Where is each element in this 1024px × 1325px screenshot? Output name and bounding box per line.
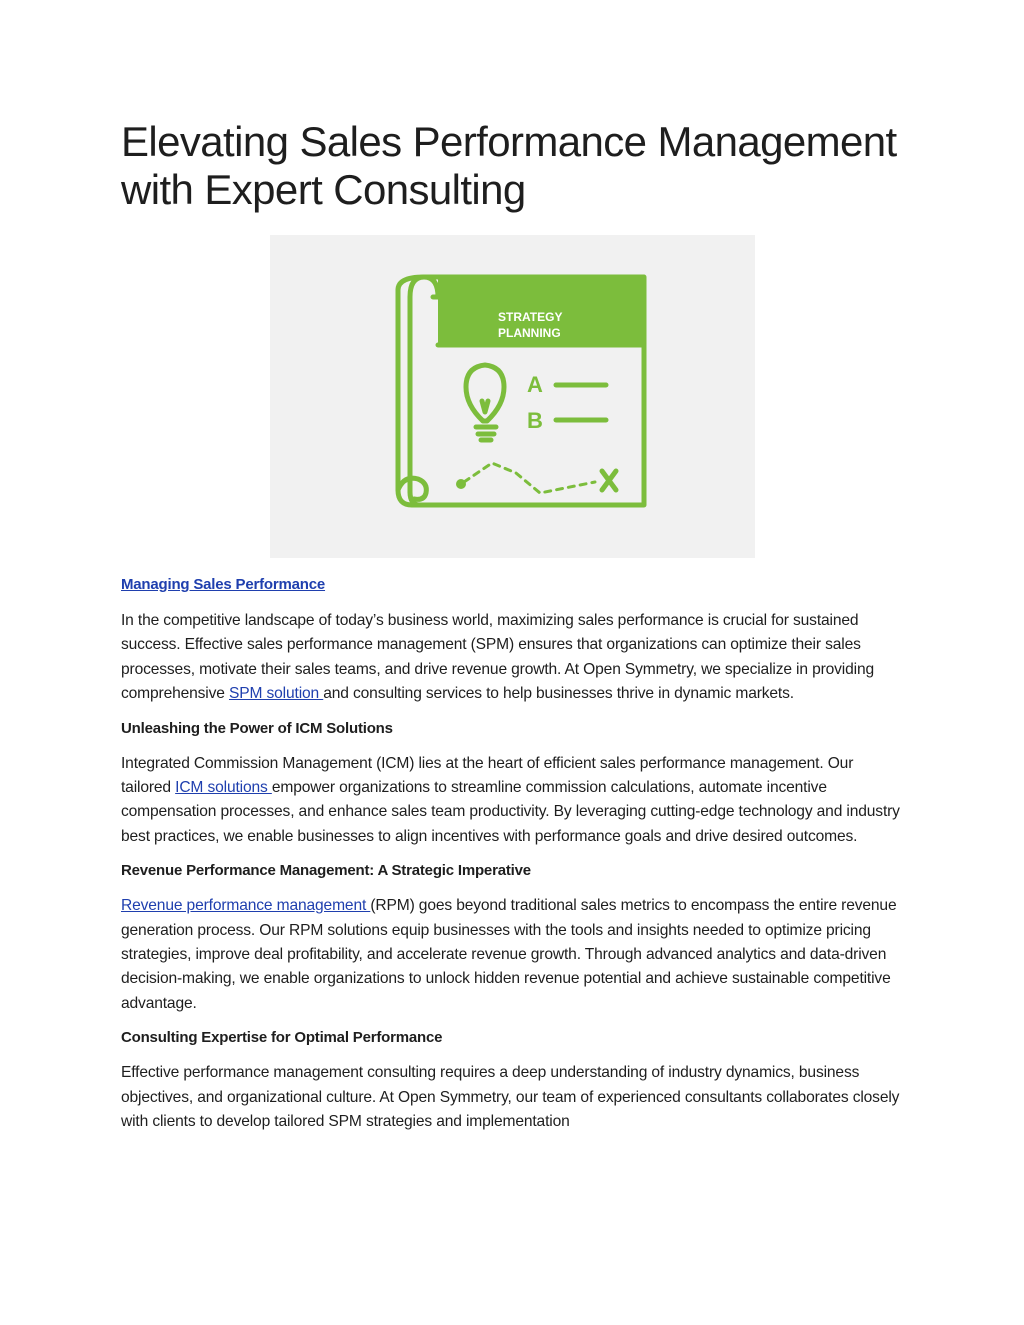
article-body xyxy=(121,575,906,1147)
paragraph-text: (RPM) goes beyond traditional sales metrics to encompass the entire revenue generation process. Our RPM solutions equip businesses with the tools and insights needed to optimize pricing strategies, improve deal profitability, and accelerate revenue growth. Through advanced analytics and data-driven decision-making, we enable organizations to unlock hidden revenue potential and achieve sustainable competitive advantage. xyxy=(121,897,897,1012)
paragraph-text: empower organizations to streamline commission calculations, automate incentive compensation processes, and enhance sales team productivity. By leveraging cutting-edge technology and industry best practices, we enable businesses to align incentives with performance goals and drive desired outcomes. xyxy=(121,779,900,845)
option-b-label: B xyxy=(527,408,543,433)
start-point-dot xyxy=(456,479,466,489)
option-a-label: A xyxy=(527,372,543,397)
banner-line-2: PLANNING xyxy=(498,326,561,340)
section-paragraph xyxy=(121,609,906,707)
strategy-planning-icon xyxy=(270,235,755,558)
spm-solution-link[interactable]: SPM solution xyxy=(228,685,324,703)
paragraph-text: Effective performance management consulting requires a deep understanding of industry dynamics, business objectives, and organizational culture. At Open Symmetry, our team of experienced consultants collaborates closely with clients to develop tailored SPM strategies and implementation xyxy=(121,1064,900,1131)
section-revenue-performance xyxy=(121,861,906,1016)
strategy-planning-image xyxy=(270,235,755,558)
section-paragraph xyxy=(121,752,906,850)
title-line-1: Elevating Sales Performance Management xyxy=(121,118,897,165)
section-heading-link[interactable]: Managing Sales Performance xyxy=(121,576,326,593)
section-heading: Unleashing the Power of ICM Solutions xyxy=(121,719,393,737)
section-heading: Revenue Performance Management: A Strategic Imperative xyxy=(121,862,531,880)
section-paragraph xyxy=(121,894,906,1016)
section-managing-sales xyxy=(121,575,906,707)
page-title xyxy=(121,118,941,214)
section-paragraph xyxy=(121,1061,906,1134)
paragraph-text: and consulting services to help businesses thrive in dynamic markets. xyxy=(323,685,794,703)
paragraph-text: In the competitive landscape of today’s business world, maximizing sales performance is crucial for sustained success. Effective sales performance management (SPM) ensures that organizations can optimize their sales processes, motivate their sales teams, and drive revenue growth. At Open Symmetry, we specialize in providing comprehensive xyxy=(121,612,875,703)
paragraph-text: Integrated Commission Management (ICM) lies at the heart of efficient sales performance management. Our tailored xyxy=(121,754,854,797)
banner-line-1: STRATEGY xyxy=(498,310,563,324)
title-line-2: with Expert Consulting xyxy=(121,166,526,213)
section-consulting-expertise xyxy=(121,1028,906,1134)
icm-solutions-link[interactable]: ICM solutions xyxy=(175,779,272,797)
section-heading: Consulting Expertise for Optimal Performance xyxy=(121,1029,443,1047)
section-icm-solutions xyxy=(121,719,906,850)
revenue-performance-management-link[interactable]: Revenue performance management xyxy=(121,897,371,915)
